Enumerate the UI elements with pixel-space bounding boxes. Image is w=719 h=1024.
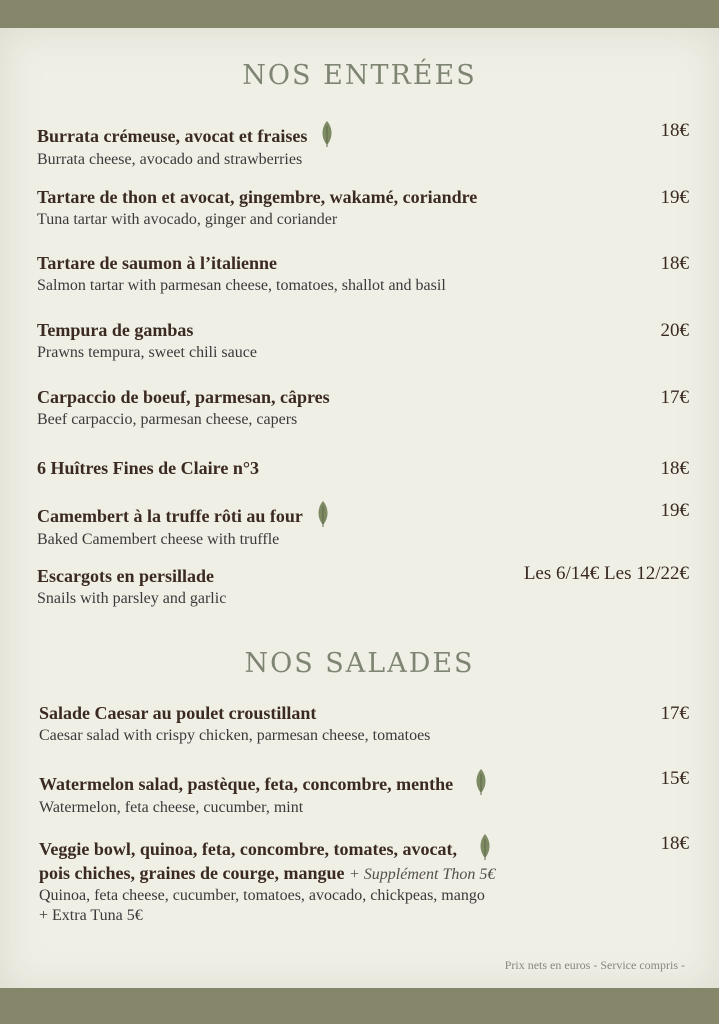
item-description: Snails with parsley and garlic [37, 590, 227, 607]
item-name: Burrata crémeuse, avocat et fraises [37, 126, 308, 146]
menu-item [39, 768, 689, 817]
leaf-icon [475, 768, 487, 796]
menu-item [37, 320, 689, 362]
item-name: Camembert à la truffe rôti au four [37, 506, 303, 526]
item-description: Salmon tartar with parmesan cheese, tomatoes, shallot and basil [37, 277, 446, 294]
menu-item [37, 458, 689, 479]
item-name-line1: Veggie bowl, quinoa, feta, concombre, tomates, avocat, [39, 839, 457, 859]
item-price: 17€ [660, 703, 689, 724]
item-name: Watermelon salad, pastèque, feta, concombre, menthe [39, 774, 454, 794]
menu-item [39, 703, 689, 745]
item-price: Les 6/14€ Les 12/22€ [523, 563, 689, 584]
section-title-entrees: NOS ENTRÉES [242, 60, 477, 91]
item-description: Tuna tartar with avocado, ginger and coriander [37, 211, 338, 228]
item-price: 20€ [660, 320, 689, 341]
menu-item [37, 253, 689, 295]
item-price: 18€ [660, 253, 689, 274]
section-title-salades: NOS SALADES [244, 648, 475, 679]
item-name: Tartare de saumon à l’italienne [37, 253, 278, 273]
item-name: Carpaccio de boeuf, parmesan, câpres [37, 387, 330, 407]
item-name-line2: pois chiches, graines de courge, mangue [39, 863, 345, 883]
bottom-border [0, 988, 719, 1024]
item-description: Baked Camembert cheese with truffle [37, 531, 280, 548]
item-description: Beef carpaccio, parmesan cheese, capers [37, 411, 298, 428]
footer-note: Prix nets en euros - Service compris - [504, 958, 685, 972]
item-description-line1: Quinoa, feta cheese, cucumber, tomatoes, avocado, chickpeas, mango [39, 887, 485, 904]
item-name: Escargots en persillade [37, 566, 214, 586]
item-description: Prawns tempura, sweet chili sauce [37, 344, 257, 361]
leaf-icon [321, 120, 333, 148]
item-name: Tartare de thon et avocat, gingembre, wakamé, coriandre [37, 187, 478, 207]
item-price: 19€ [660, 187, 689, 208]
item-price: 18€ [660, 833, 689, 854]
menu-item [37, 120, 689, 169]
item-name: Salade Caesar au poulet croustillant [39, 703, 317, 723]
item-name: 6 Huîtres Fines de Claire n°3 [37, 458, 260, 478]
item-description: Watermelon, feta cheese, cucumber, mint [39, 799, 304, 816]
menu-item [39, 833, 689, 925]
menu-item [37, 563, 689, 608]
item-description-line2: + Extra Tuna 5€ [39, 907, 143, 924]
item-price: 15€ [660, 768, 689, 789]
menu-item [37, 500, 689, 549]
item-description: Caesar salad with crispy chicken, parmesan cheese, tomatoes [39, 727, 431, 744]
supplement-note: + Supplément Thon 5€ [349, 866, 496, 883]
leaf-icon [479, 833, 491, 861]
item-price: 19€ [660, 500, 689, 521]
item-price: 17€ [660, 387, 689, 408]
menu-item [37, 387, 689, 429]
item-description: Burrata cheese, avocado and strawberries [37, 151, 303, 168]
item-price: 18€ [660, 458, 689, 479]
menu-item [37, 187, 689, 229]
item-name: Tempura de gambas [37, 320, 194, 340]
item-price: 18€ [660, 120, 689, 141]
leaf-icon [317, 500, 329, 528]
